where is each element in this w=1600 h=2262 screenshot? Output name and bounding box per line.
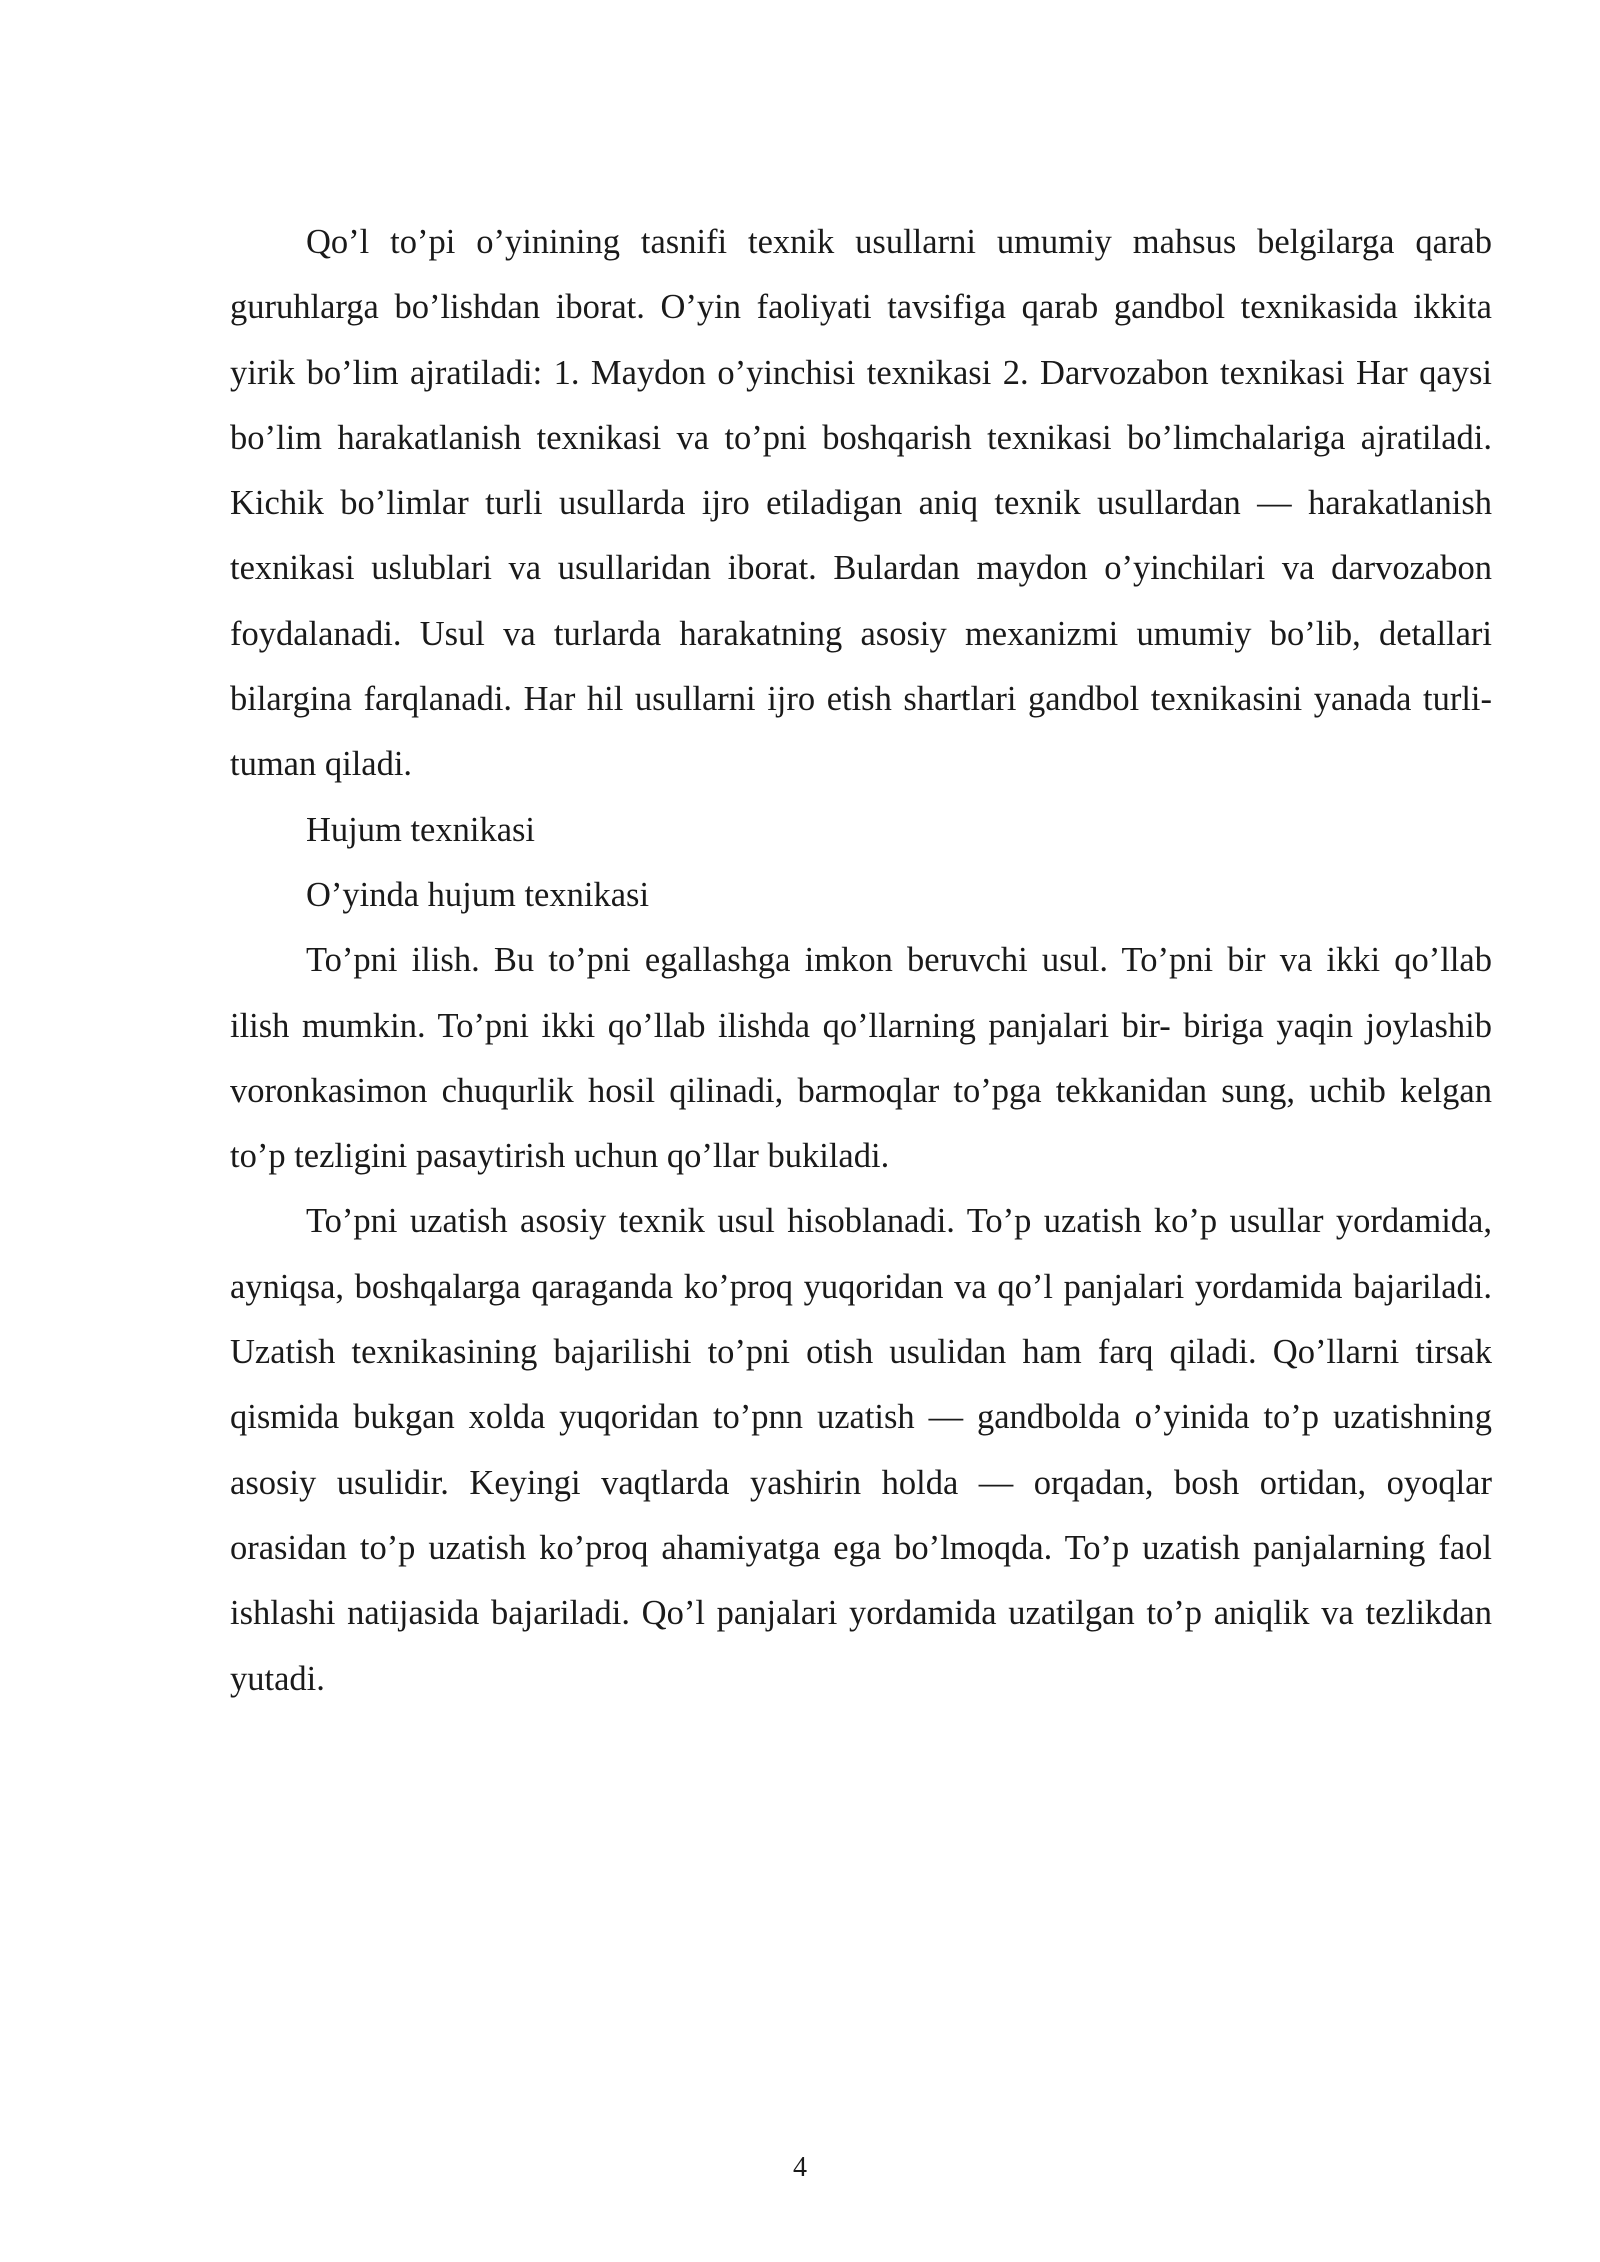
heading-attack-technique: Hujum texnikasi <box>306 810 536 849</box>
paragraph-ball-catching: To’pni ilish. Bu to’pni egallashga imkon beruvchi usul. To’pni bir va ikki qo’llab ilish mumkin. To’pni ikki qo’llab ilishda qo’llarning panjalari bir- biriga yaqin joylashib voronkasimon chuqurlik hosil qilinadi, barmoqlar to’pga tekkanidan sung, uchib kelgan to’p tezligini pasaytirish uchun qo’llar bukiladi. <box>230 941 1492 1176</box>
paragraph-ball-passing: To’pni uzatish asosiy texnik usul hisoblanadi. To’p uzatish ko’p usullar yordamida, ayniqsa, boshqalarga qaraganda ko’proq yuqoridan va qo’l panjalari yordamida bajariladi. Uzatish texnikasining bajarilishi to’pni otish usulidan ham farq qiladi. Qo’llarni tirsak qismida bukgan xolda yuqoridan to’pnn uzatish — gandbolda o’yinida to’p uzatishning asosiy usulidir. Keyingi vaqtlarda yashirin holda — orqadan, bosh ortidan, oyoqlar orasidan to’p uzatish ko’proq ahamiyatga ega bo’lmoqda. To’p uzatish panjalarning faol ishlashi natijasida bajariladi. Qo’l panjalari yordamida uzatilgan to’p aniqlik va tezlikdan yutadi. <box>230 1202 1492 1698</box>
subheading-attack-technique-in-game: O’yinda hujum texnikasi <box>306 875 650 914</box>
page-number: 4 <box>793 2152 807 2183</box>
paragraph-classification: Qo’l to’pi o’yinining tasnifi texnik usullarni umumiy mahsus belgilarga qarab guruhlarga bo’lishdan iborat. O’yin faoliyati tavsifiga qarab gandbol texnikasida ikkita yirik bo’lim ajratiladi: 1. Maydon o’yinchisi texnikasi 2. Darvozabon texnikasi Har qaysi bo’lim harakatlanish texnikasi va to’pni boshqarish texnikasi bo’limchalariga ajratiladi. Kichik bo’limlar turli usullarda ijro etiladigan aniq texnik usullardan — harakatlanish texnikasi uslublari va usullaridan iborat. Bulardan maydon o’yinchilari va darvozabon foydalanadi. Usul va turlarda harakatning asosiy mexanizmi umumiy bo’lib, detallari bilargina farqlanadi. Har hil usullarni ijro etish shartlari gandbol texnikasini yanada turli-tuman qiladi. <box>230 223 1492 784</box>
page-body <box>230 210 1492 1712</box>
